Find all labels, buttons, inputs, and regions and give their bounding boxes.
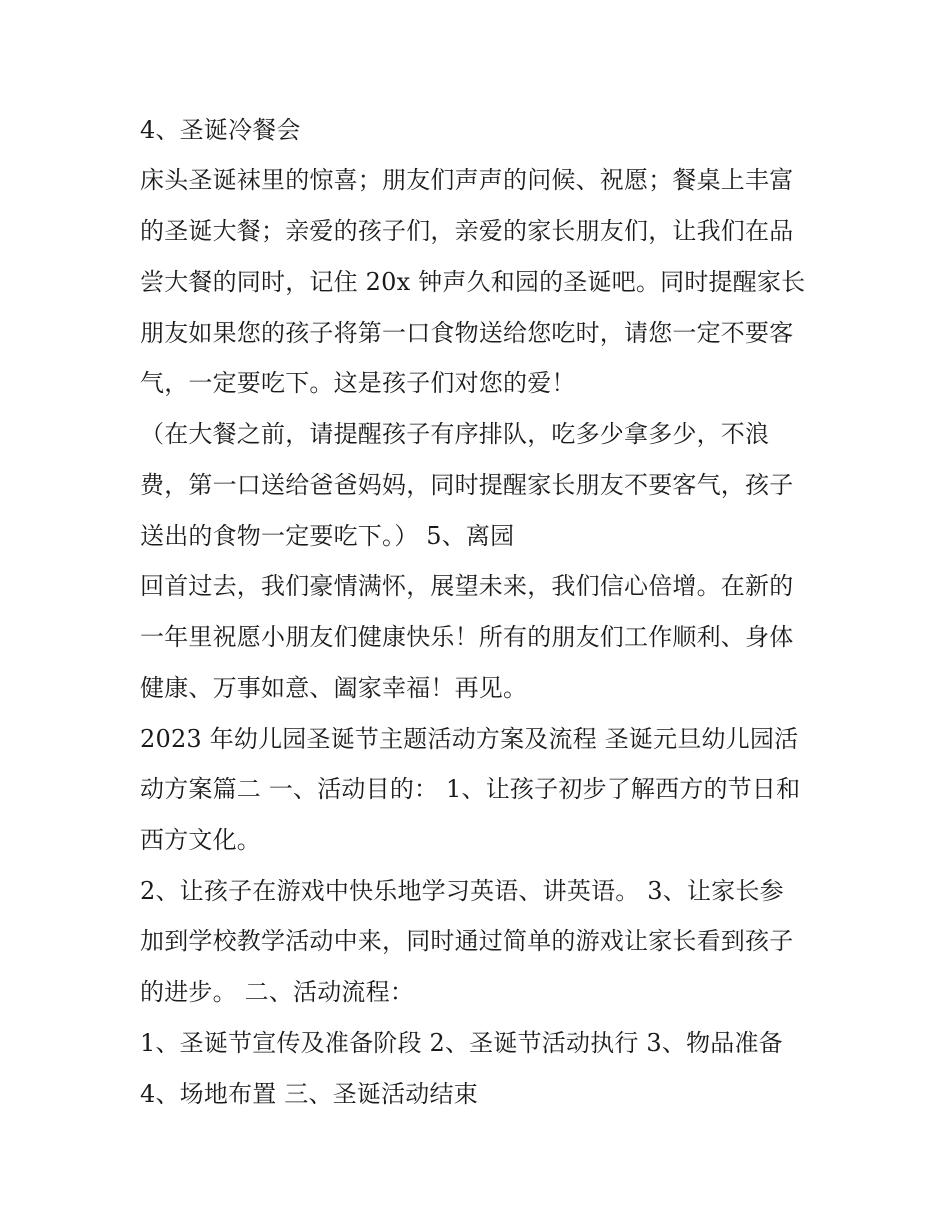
text-line: 的进步。 二、活动流程：	[140, 978, 415, 1006]
text-line: 动方案篇二 一、活动目的： 1、让孩子初步了解西方的节日和	[140, 775, 801, 803]
text-line: 回首过去，我们豪情满怀，展望未来，我们信心倍增。在新的	[140, 572, 794, 600]
text-line: 的圣诞大餐；亲爱的孩子们，亲爱的家长朋友们，让我们在品	[140, 217, 794, 245]
text-line: 送出的食物一定要吃下。） 5、离园	[140, 522, 515, 550]
text-line: 1、圣诞节宣传及准备阶段 2、圣诞节活动执行 3、物品准备	[140, 1029, 783, 1057]
text-line: 4、场地布置 三、圣诞活动结束	[140, 1080, 478, 1108]
text-line: 2、让孩子在游戏中快乐地学习英语、讲英语。 3、让家长参	[140, 877, 784, 905]
text-line: 床头圣诞袜里的惊喜；朋友们声声的问候、祝愿；餐桌上丰富	[140, 166, 794, 194]
text-line: 西方文化。	[140, 826, 261, 854]
text-line: 费，第一口送给爸爸妈妈，同时提醒家长朋友不要客气，孩子	[140, 471, 794, 499]
section-heading-cold-buffet: 4、圣诞冷餐会	[140, 116, 301, 144]
text-line: 一年里祝愿小朋友们健康快乐！所有的朋友们工作顺利、身体	[140, 623, 794, 651]
text-line: 加到学校教学活动中来，同时通过简单的游戏让家长看到孩子	[140, 927, 794, 955]
text-line: 朋友如果您的孩子将第一口食物送给您吃时，请您一定不要客	[140, 319, 794, 347]
text-line: 气，一定要吃下。这是孩子们对您的爱！	[140, 369, 576, 397]
text-line: （在大餐之前，请提醒孩子有序排队，吃多少拿多少，不浪	[140, 420, 770, 448]
text-line: 2023 年幼儿园圣诞节主题活动方案及流程 圣诞元旦幼儿园活	[140, 725, 799, 753]
text-line: 健康、万事如意、阖家幸福！再见。	[140, 674, 528, 702]
text-line: 尝大餐的同时，记住 20x 钟声久和园的圣诞吧。同时提醒家长	[140, 268, 806, 296]
